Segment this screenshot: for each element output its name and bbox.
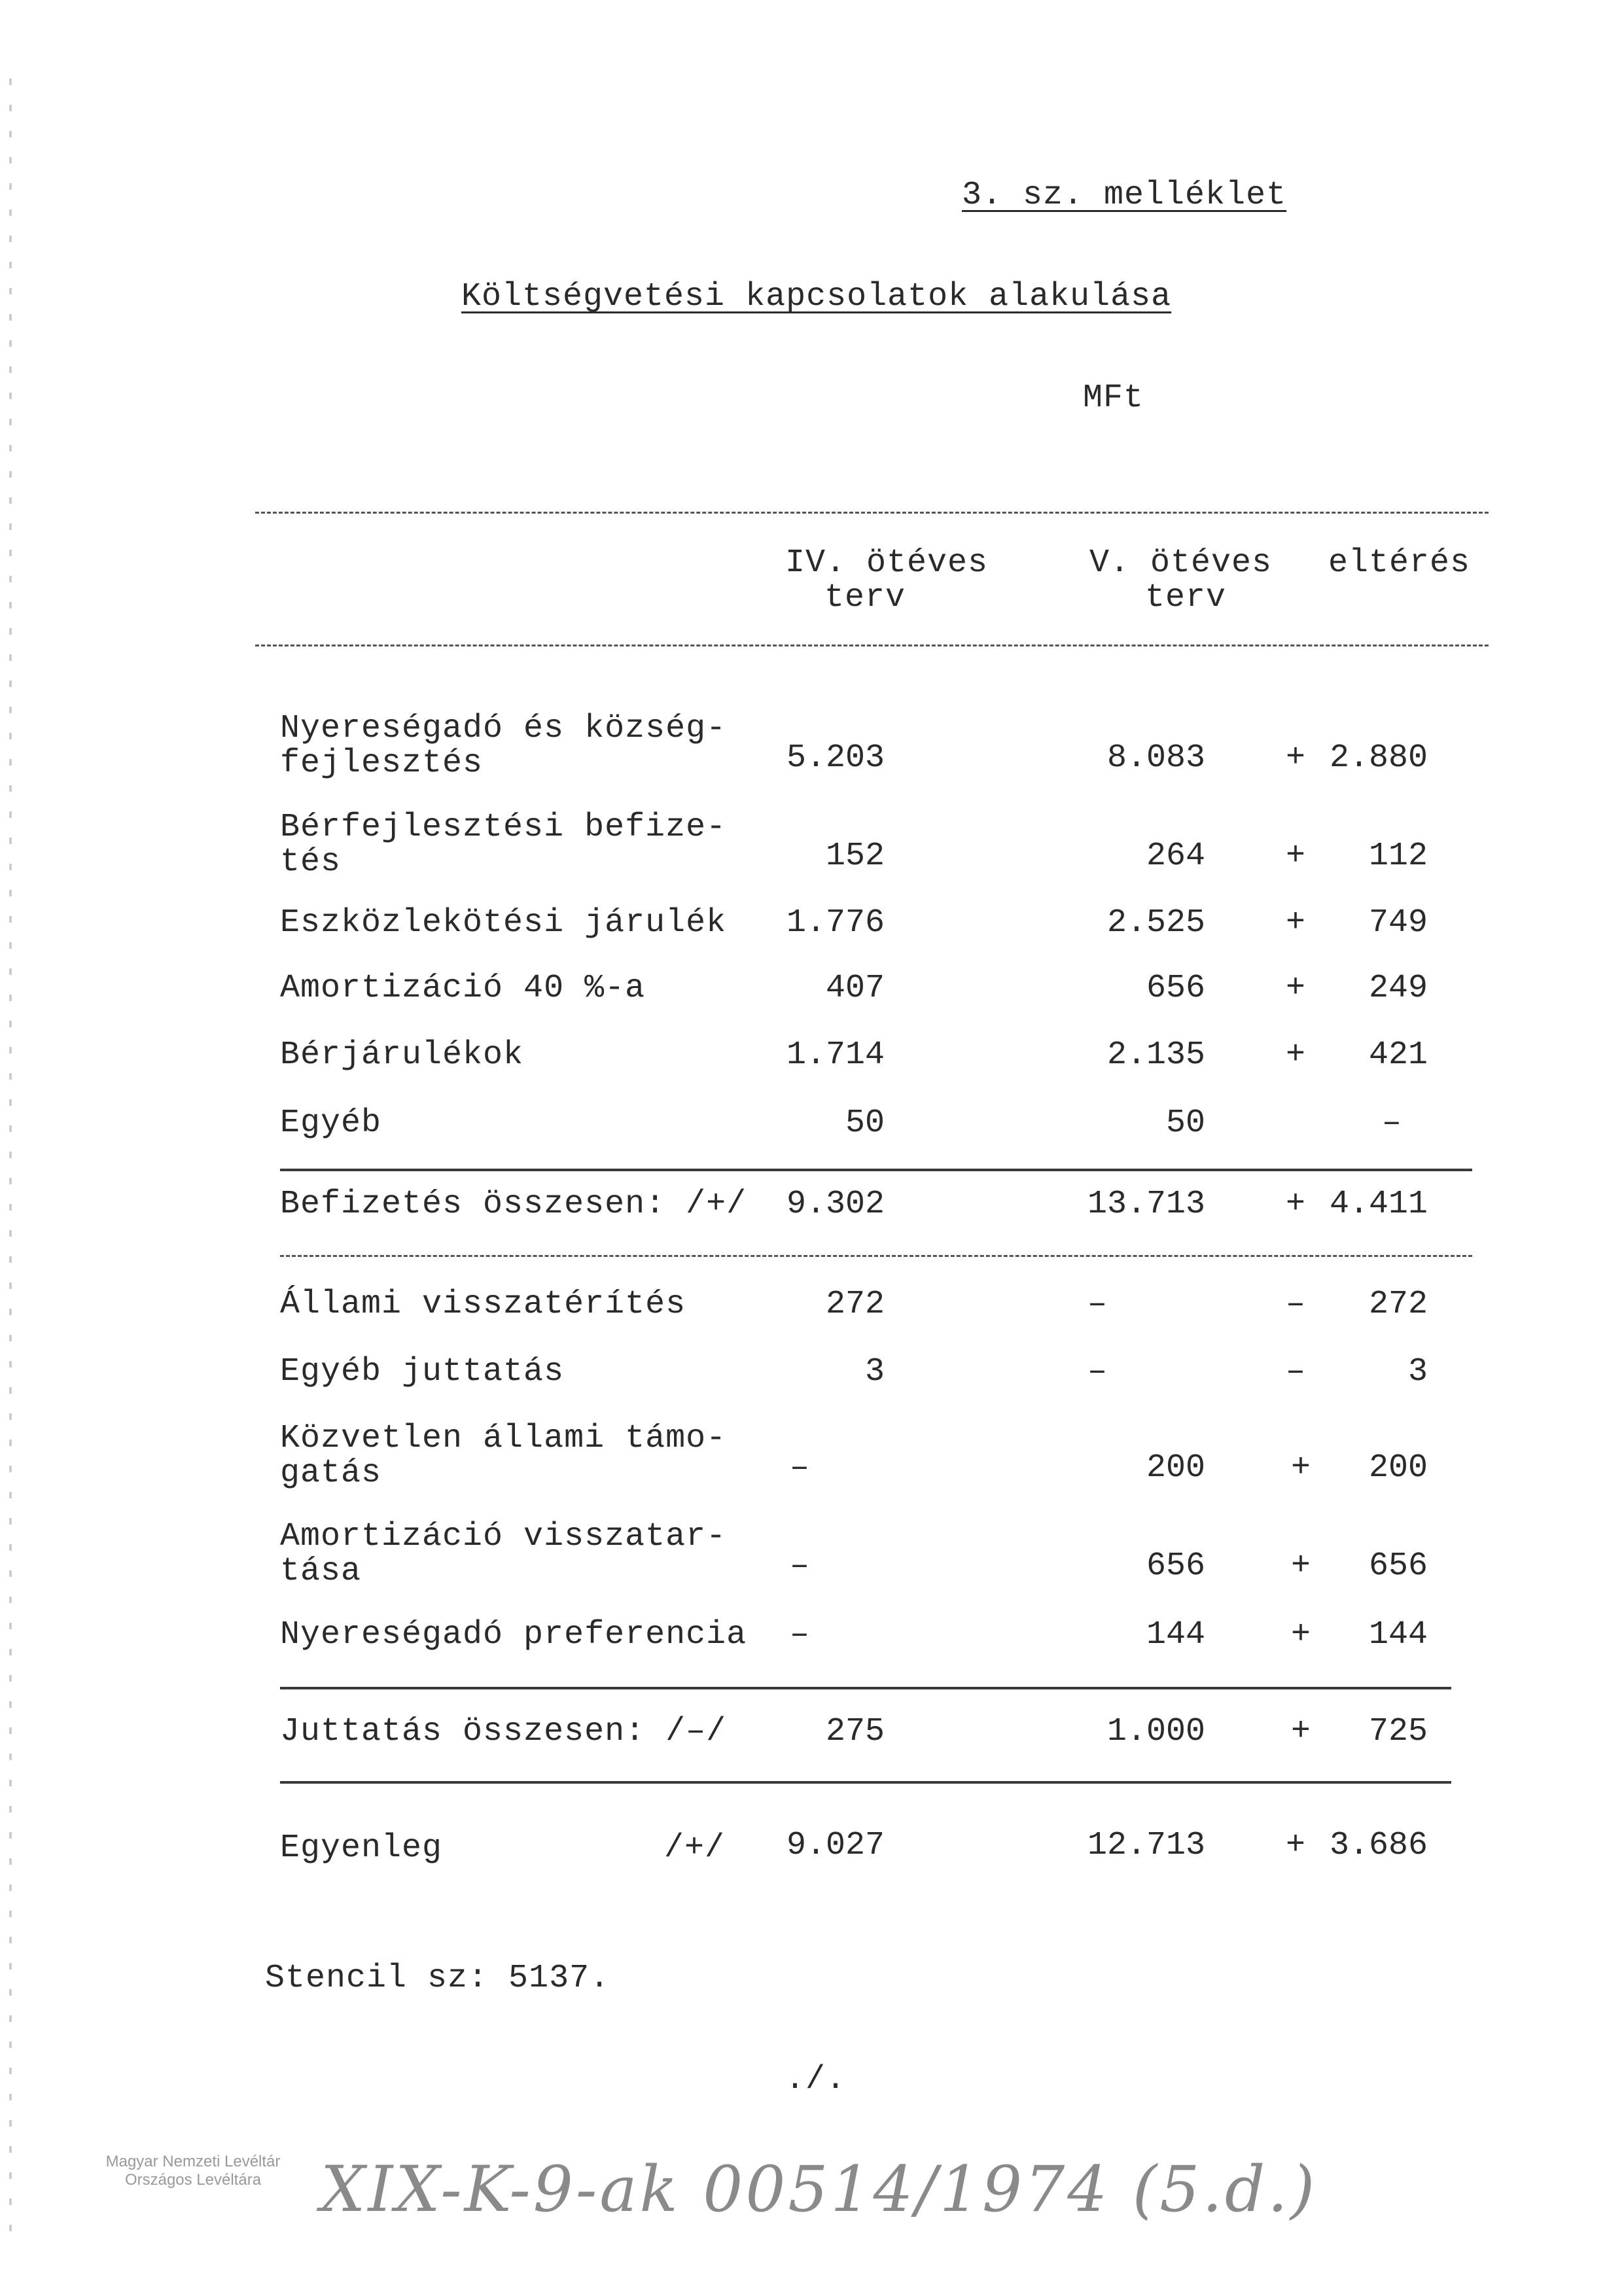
value-v: – (1087, 1353, 1107, 1390)
value-iv: – (789, 1547, 809, 1585)
subsidies-total-top-rule (280, 1687, 1451, 1689)
payments-total-sign: + (1285, 1186, 1305, 1223)
balance-sign: + (1285, 1827, 1305, 1864)
row-label: Egyéb juttatás (280, 1353, 565, 1390)
unit-label: MFt (1083, 380, 1144, 417)
archive-stamp (85, 2153, 301, 2189)
column-header-v-line2: terv (1145, 579, 1227, 616)
column-header-v-line1: V. ötéves (1089, 544, 1273, 582)
value-iv: – (789, 1616, 809, 1653)
diff-sign: + (1285, 970, 1305, 1007)
value-diff: – (1381, 1104, 1402, 1142)
row-label-cont: tés (280, 843, 342, 881)
subsidies-total-sign: + (1290, 1713, 1311, 1750)
payments-total-iv: 9.302 (786, 1186, 885, 1223)
value-diff: 144 (1368, 1616, 1428, 1653)
value-v: 2.135 (1106, 1036, 1205, 1074)
table-top-rule (255, 512, 1489, 514)
balance-iv: 9.027 (786, 1827, 885, 1864)
row-label: Eszközlekötési járulék (280, 904, 727, 942)
row-label: Közvetlen állami támo- (280, 1420, 727, 1457)
diff-sign: – (1285, 1286, 1305, 1323)
stencil-number: Stencil sz: 5137. (265, 1960, 610, 1997)
value-iv: 407 (825, 970, 885, 1007)
value-diff: 112 (1368, 838, 1428, 875)
column-header-iv-line1: IV. ötéves (785, 544, 989, 582)
value-v: 2.525 (1106, 904, 1205, 942)
payments-total-label: Befizetés összesen: /+/ (280, 1186, 747, 1223)
diff-sign: + (1290, 1547, 1311, 1585)
balance-diff: 3.686 (1329, 1827, 1428, 1864)
continuation-mark: ./. (785, 2061, 847, 2098)
diff-sign: – (1285, 1353, 1305, 1390)
payments-total-bottom-rule (280, 1255, 1472, 1257)
annex-number: 3. sz. melléklet (962, 177, 1287, 214)
table-header-rule (255, 645, 1489, 646)
value-v: – (1087, 1286, 1107, 1323)
subsidies-total-bottom-rule (280, 1781, 1451, 1784)
value-iv: – (789, 1449, 809, 1487)
value-v: 264 (1146, 838, 1205, 875)
payments-total-diff: 4.411 (1329, 1186, 1428, 1223)
archive-reference-handwritten: XIX-K-9-ak 00514/1974 (5.d.) (321, 2153, 1318, 2226)
value-diff: 272 (1368, 1286, 1428, 1323)
value-diff: 656 (1368, 1547, 1428, 1585)
diff-sign: + (1285, 904, 1305, 942)
diff-sign: + (1290, 1616, 1311, 1653)
value-iv: 5.203 (786, 739, 885, 777)
row-label: Bérfejlesztési befize- (280, 809, 727, 846)
page-edge-perforation (9, 79, 12, 2238)
row-label: Amortizáció visszatar- (280, 1518, 727, 1555)
value-iv: 152 (825, 838, 885, 875)
value-iv: 50 (845, 1104, 885, 1142)
value-diff: 749 (1368, 904, 1428, 942)
diff-sign: + (1285, 739, 1305, 777)
value-v: 656 (1146, 970, 1205, 1007)
subsidies-total-diff: 725 (1368, 1713, 1428, 1750)
balance-marker: /+/ (664, 1829, 726, 1867)
diff-sign: + (1285, 1036, 1305, 1074)
row-label: Bérjárulékok (280, 1036, 524, 1074)
archive-stamp-line2: Országos Levéltára (124, 2171, 262, 2189)
value-v: 144 (1146, 1616, 1205, 1653)
row-label: Nyereségadó és község- (280, 710, 727, 747)
value-diff: 2.880 (1329, 739, 1428, 777)
value-iv: 1.714 (786, 1036, 885, 1074)
row-label-cont: tása (280, 1553, 362, 1590)
archive-stamp-line1: Magyar Nemzeti Levéltár (105, 2153, 281, 2170)
diff-sign: + (1285, 838, 1305, 875)
diff-sign: + (1290, 1449, 1311, 1487)
value-v: 656 (1146, 1547, 1205, 1585)
value-v: 200 (1146, 1449, 1205, 1487)
value-iv: 272 (825, 1286, 885, 1323)
document-title: Költségvetési kapcsolatok alakulása (461, 278, 1172, 315)
row-label: Amortizáció 40 %-a (280, 970, 646, 1007)
value-iv: 3 (864, 1353, 885, 1390)
balance-v: 12.713 (1087, 1827, 1205, 1864)
subsidies-total-label: Juttatás összesen: /–/ (280, 1713, 727, 1750)
value-diff: 3 (1407, 1353, 1428, 1390)
column-header-iv-line2: terv (824, 579, 906, 616)
value-v: 8.083 (1106, 739, 1205, 777)
value-diff: 200 (1368, 1449, 1428, 1487)
column-header-difference: eltérés (1328, 544, 1471, 582)
payments-total-top-rule (280, 1169, 1472, 1171)
row-label-cont: gatás (280, 1455, 382, 1492)
row-label: Nyereségadó preferencia (280, 1616, 747, 1653)
value-diff: 249 (1368, 970, 1428, 1007)
value-diff: 421 (1368, 1036, 1428, 1074)
value-v: 50 (1165, 1104, 1205, 1142)
row-label-cont: fejlesztés (280, 745, 484, 782)
row-label: Egyéb (280, 1104, 382, 1142)
payments-total-v: 13.713 (1087, 1186, 1205, 1223)
subsidies-total-iv: 275 (825, 1713, 885, 1750)
subsidies-total-v: 1.000 (1106, 1713, 1205, 1750)
balance-label: Egyenleg (280, 1829, 443, 1867)
row-label: Állami visszatérítés (280, 1286, 686, 1323)
value-iv: 1.776 (786, 904, 885, 942)
